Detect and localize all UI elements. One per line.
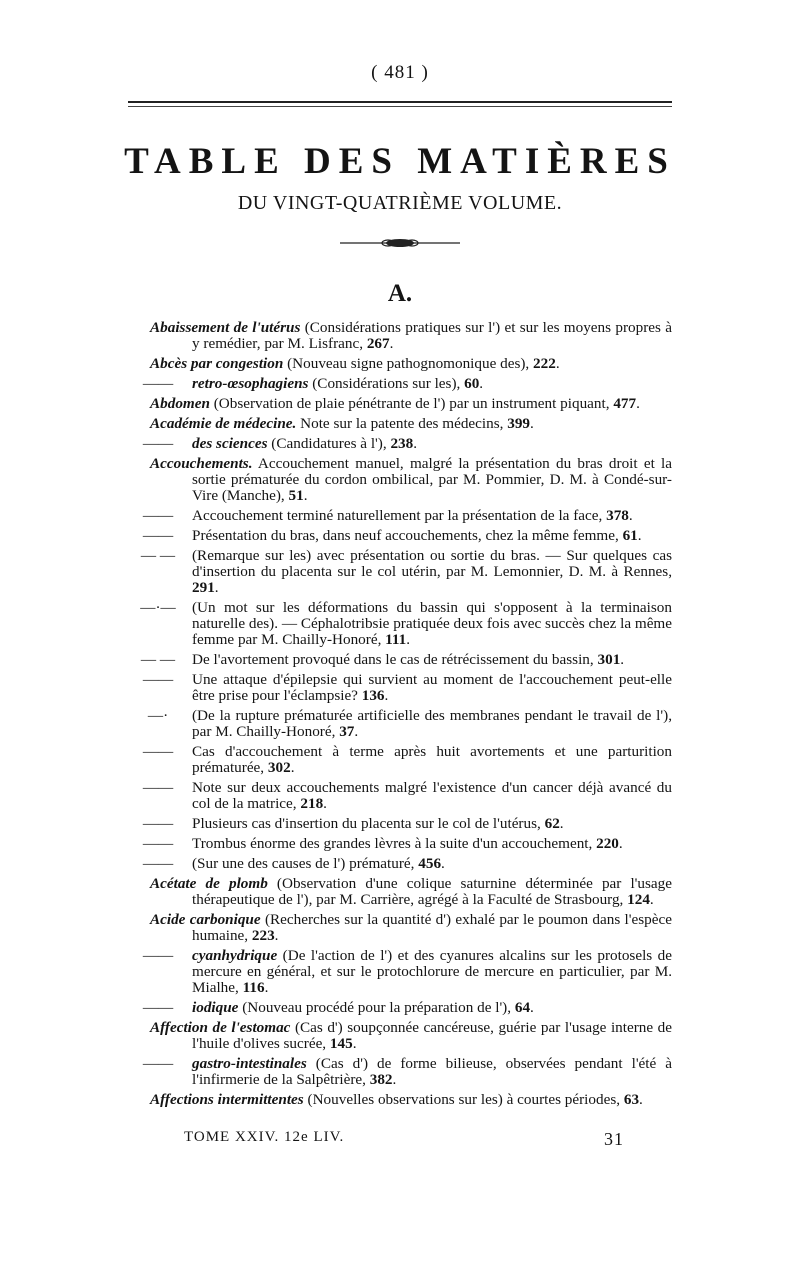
entry-page-number: 61 (622, 527, 638, 544)
entry-heading: Acide carbonique (150, 911, 261, 928)
entry-heading: des sciences (192, 435, 268, 452)
entry-page-number: 223 (251, 927, 275, 944)
entry-text: (Candidatures à l'), (267, 435, 391, 452)
entry-page-number: 220 (596, 835, 619, 852)
index-subentry: —— Plusieurs cas d'insertion du placenta sur le col de l'utérus, 62. (192, 816, 672, 832)
entry-page-number: 64 (514, 999, 531, 1016)
index-entry: Abcès par congestion (Nouveau signe pathognomonique des), 222. (150, 355, 560, 372)
entry-heading: Académie de médecine. (150, 415, 297, 432)
ditto-dash: —·— (140, 599, 176, 616)
entry-page-number: 111 (385, 631, 407, 648)
entry-text: (Sur une des causes de l') prématuré, (192, 855, 419, 872)
header-rule (128, 101, 672, 107)
index-subentry: —— cyanhydrique (De l'action de l') et des cyanures alcalins sur les protosels de mercure en général, et sur le protochlorure de mercure en particulier, par M. Mialhe, 116. (192, 948, 672, 996)
entry-page-number: 51 (288, 487, 304, 504)
entry-heading: Acétate de plomb (150, 875, 268, 892)
entry-page-number: 456 (418, 855, 442, 872)
entry-heading: Affection de l'estomac (150, 1019, 291, 1036)
entry-page-number: 222 (533, 355, 556, 372)
footer-signature: 31 (604, 1129, 624, 1149)
index-entry: Abdomen (Observation de plaie pénétrante de l') par un instrument piquant, 477. (150, 395, 640, 412)
index-subentry: —— retro-œsophagiens (Considérations sur les), 60. (192, 376, 672, 392)
index-entry: Accouchements. Accouchement manuel, malgré la présentation du bras droit et la sortie prématurée du cordon ombilical, par M. Pommier, D. M. à Condé-sur-Vire (Manche), 51. (150, 455, 672, 504)
entry-page-number: 238 (390, 435, 414, 452)
entry-page-number: 218 (300, 795, 324, 812)
ditto-dash: —— (142, 671, 174, 688)
entry-text: Note sur deux accouchements malgré l'existence d'un cancer déjà avancé du col de la matrice, (192, 779, 672, 812)
entry-heading: gastro-intestinales (192, 1055, 307, 1072)
entry-heading: iodique (192, 999, 239, 1016)
ditto-dash: —— (142, 947, 174, 964)
index-subentry: —— des sciences (Candidatures à l'), 238. (192, 436, 672, 452)
entry-page-number: 382 (369, 1071, 393, 1088)
index-subentry: —·— (Un mot sur les déformations du bassin qui s'opposent à la terminaison naturelle des). — Céphalotribsie pratiquée deux fois avec succès chez la même femme par M. Chailly-Honoré, 111. (192, 600, 672, 648)
index-subentry: —— Note sur deux accouchements malgré l'existence d'un cancer déjà avancé du col de la matrice, 218. (192, 780, 672, 812)
page-title: TABLE DES MATIÈRES (124, 141, 676, 182)
entry-heading: retro-œsophagiens (192, 375, 309, 392)
index-subentry: —— iodique (Nouveau procédé pour la préparation de l'), 64. (192, 1000, 672, 1016)
entry-page-number: 116 (242, 979, 265, 996)
entry-heading: Abcès par congestion (150, 355, 284, 372)
index-entry: Abaissement de l'utérus (Considérations pratiques sur l') et sur les moyens propres à y remédier, par M. Lisfranc, 267. (150, 319, 672, 352)
entry-text: De l'avortement provoqué dans le cas de rétrécissement du bassin, (192, 651, 598, 668)
ditto-dash: —— (142, 815, 174, 832)
entry-page-number: 124 (627, 891, 650, 908)
ditto-dash: —— (142, 779, 174, 796)
entry-page-number: 477 (613, 395, 637, 412)
entry-text: (De l'action de l') et des cyanures alcalins sur les protosels de mercure en général, et sur le protochlorure de mercure en particulier, par M. Mialhe, (192, 947, 672, 996)
index-subentry: — — (Remarque sur les) avec présentation ou sortie du bras. — Sur quelques cas d'insertion du placenta sur le col utérin, par M. Lemonnier, D. M. à Rennes, 291. (192, 548, 672, 596)
index-entry: Acide carbonique (Recherches sur la quantité d') exhalé par le poumon dans l'espèce humaine, 223. (150, 911, 672, 944)
entry-text: Cas d'accouchement à terme après huit avortements et une parturition prématurée, (192, 743, 672, 776)
ditto-dash: —— (142, 743, 174, 760)
entry-page-number: 267 (366, 335, 390, 352)
entry-text: (Nouveau signe pathognomonique des), (283, 355, 534, 372)
index-entry: Affections intermittentes (Nouvelles observations sur les) à courtes périodes, 63. (150, 1091, 643, 1108)
entry-text: (Cas d') de forme bilieuse, observées pendant l'été à l'infirmerie de la Salpêtrière, (192, 1055, 672, 1088)
index-subentry: —— Cas d'accouchement à terme après huit avortements et une parturition prématurée, 302. (192, 744, 672, 776)
entry-text: Accouchement manuel, malgré la présentation du bras droit et la sortie prématurée du cordon ombilical, par M. Pommier, D. M. à Condé-sur-Vire (Manche), (192, 455, 672, 504)
entry-text: (De la rupture prématurée artificielle des membranes pendant le travail de l'), par M. Chailly-Honoré, (192, 707, 672, 740)
entry-page-number: 291 (192, 579, 215, 596)
index-entry: Académie de médecine. Note sur la patente des médecins, 399. (150, 415, 534, 432)
index-subentry: —— Une attaque d'épilepsie qui survient au moment de l'accouchement peut-elle être prise pour l'éclampsie? 136. (192, 672, 672, 704)
ditto-dash: —— (142, 435, 174, 452)
entry-heading: Abdomen (150, 395, 210, 412)
entry-heading: Affections intermittentes (150, 1091, 304, 1108)
entry-text: (Un mot sur les déformations du bassin qui s'opposent à la terminaison naturelle des). — Céphalotribsie pratiquée deux fois avec succès chez la même femme par M. Chailly-Honoré, (192, 599, 672, 648)
index-subentry: — — De l'avortement provoqué dans le cas de rétrécissement du bassin, 301. (192, 652, 672, 668)
entry-page-number: 378 (606, 507, 629, 524)
entry-page-number: 145 (329, 1035, 353, 1052)
entry-page-number: 60 (464, 375, 480, 392)
entry-text: Note sur la patente des médecins, (296, 415, 508, 432)
page-number: ( 481 ) (371, 62, 429, 83)
index-entries (0, 320, 800, 1112)
ditto-dash: —— (142, 375, 174, 392)
entry-text: (Nouvelles observations sur les) à courtes périodes, (303, 1091, 624, 1108)
index-subentry: —— (Sur une des causes de l') prématuré, 456. (192, 856, 672, 872)
ditto-dash: —— (142, 507, 174, 524)
entry-text: Accouchement terminé naturellement par la présentation de la face, (192, 507, 607, 524)
entry-text: (Recherches sur la quantité d') exhalé par le poumon dans l'espèce humaine, (192, 911, 672, 944)
ditto-dash: —— (142, 835, 174, 852)
index-subentry: —— Accouchement terminé naturellement par la présentation de la face, 378. (192, 508, 672, 524)
section-letter: A. (387, 280, 413, 307)
entry-heading: cyanhydrique (192, 947, 278, 964)
entry-text: (Observation de plaie pénétrante de l') par un instrument piquant, (209, 395, 614, 412)
entry-page-number: 37 (339, 723, 355, 740)
ornament-divider (340, 236, 460, 250)
entry-text: Trombus énorme des grandes lèvres à la suite d'un accouchement, (192, 835, 597, 852)
page-subtitle: DU VINGT-QUATRIÈME VOLUME. (237, 192, 563, 214)
entry-text: (Considérations pratiques sur l') et sur les moyens propres à y remédier, par M. Lisfranc, (192, 319, 672, 352)
entry-page-number: 302 (267, 759, 291, 776)
entry-heading: Abaissement de l'utérus (150, 319, 301, 336)
index-subentry: —· (De la rupture prématurée artificielle des membranes pendant le travail de l'), par M. Chailly-Honoré, 37. (192, 708, 672, 740)
entry-text: (Considérations sur les), (308, 375, 465, 392)
ditto-dash: — — (140, 651, 176, 668)
index-subentry: —— gastro-intestinales (Cas d') de forme bilieuse, observées pendant l'été à l'infirmerie de la Salpêtrière, 382. (192, 1056, 672, 1088)
ditto-dash: —— (142, 999, 174, 1016)
entry-text: Une attaque d'épilepsie qui survient au moment de l'accouchement peut-elle être prise pour l'éclampsie? (192, 671, 672, 704)
ditto-dash: — — (140, 547, 176, 564)
entry-heading: Accouchements. (150, 455, 253, 472)
entry-page-number: 301 (597, 651, 621, 668)
page-footer (184, 1129, 624, 1149)
index-entry: Acétate de plomb (Observation d'une colique saturnine déterminée par l'usage thérapeutique de l'), par M. Carrière, agrégé à la Faculté de Strasbourg, 124. (150, 875, 672, 908)
entry-page-number: 62 (544, 815, 560, 832)
index-subentry: —— Présentation du bras, dans neuf accouchements, chez la même femme, 61. (192, 528, 672, 544)
index-subentry: —— Trombus énorme des grandes lèvres à la suite d'un accouchement, 220. (192, 836, 672, 852)
entry-text: Présentation du bras, dans neuf accouchements, chez la même femme, (192, 527, 623, 544)
ditto-dash: —— (142, 527, 174, 544)
ditto-dash: —— (142, 855, 174, 872)
ditto-dash: —— (142, 1055, 174, 1072)
ditto-dash: —· (147, 707, 169, 724)
index-entry: Affection de l'estomac (Cas d') soupçonnée cancéreuse, guérie par l'usage interne de l'huile d'olives sucrée, 145. (150, 1019, 672, 1052)
entry-page-number: 399 (507, 415, 530, 432)
entry-text: (Remarque sur les) avec présentation ou sortie du bras. — Sur quelques cas d'insertion du placenta sur le col utérin, par M. Lemonnier, D. M. à Rennes, (192, 547, 672, 580)
entry-text: (Nouveau procédé pour la préparation de l'), (238, 999, 515, 1016)
entry-page-number: 63 (623, 1091, 640, 1108)
entry-page-number: 136 (361, 687, 385, 704)
footer-volume: TOME XXIV. 12e LIV. (184, 1129, 345, 1145)
entry-text: (Observation d'une colique saturnine déterminée par l'usage thérapeutique de l'), par M. Carrière, agrégé à la Faculté de Strasbourg, (192, 875, 672, 908)
entry-text: Plusieurs cas d'insertion du placenta sur le col de l'utérus, (192, 815, 545, 832)
entry-text: (Cas d') soupçonnée cancéreuse, guérie par l'usage interne de l'huile d'olives sucrée, (192, 1019, 672, 1052)
